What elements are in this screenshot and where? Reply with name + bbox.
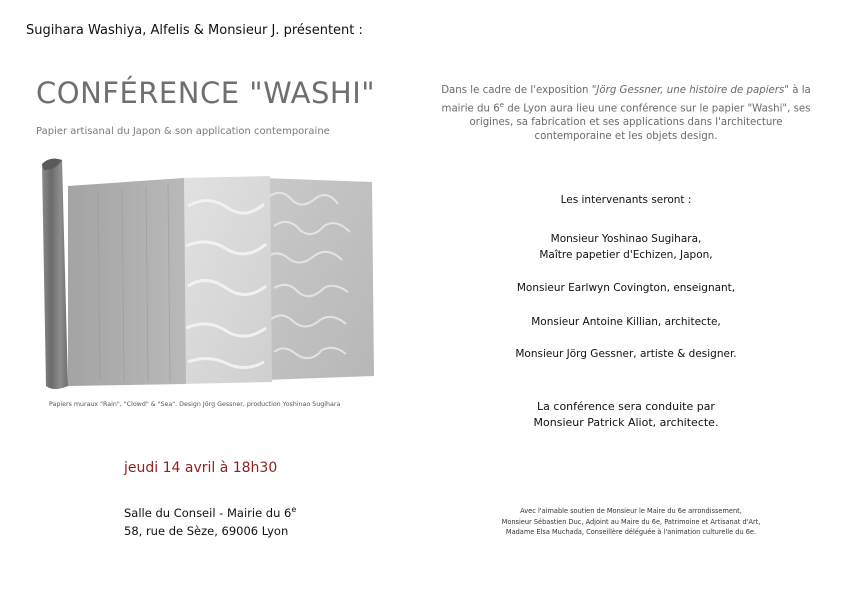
thanks-line-1: Avec l'aimable soutien de Monsieur le Maire du 6e arrondissement, bbox=[520, 507, 742, 515]
speaker-item bbox=[438, 314, 814, 330]
speaker-item bbox=[438, 280, 814, 296]
conductor-line-1: La conférence sera conduite par bbox=[537, 400, 715, 413]
intro-text-1: Dans le cadre de l'exposition " bbox=[441, 85, 597, 96]
page-title: CONFÉRENCE "WASHI" bbox=[36, 76, 376, 110]
page-subtitle: Papier artisanal du Japon & son application contemporaine bbox=[36, 126, 330, 137]
event-venue bbox=[124, 501, 296, 540]
intro-paragraph bbox=[438, 84, 814, 144]
speaker-item bbox=[438, 231, 814, 263]
speaker-name: Monsieur Earlwyn Covington, enseignant, bbox=[516, 282, 736, 294]
speaker-name: Monsieur Antoine Killian, architecte, bbox=[531, 316, 721, 328]
venue-line-1 bbox=[124, 501, 296, 522]
photo-caption: Papiers muraux "Rain", "Clowd" & "Sea". Design Jörg Gessner, production Yoshinao Sugihara bbox=[49, 401, 341, 408]
intro-text-2: " à la mairie du 6 bbox=[441, 85, 811, 115]
washi-paper-photo bbox=[38, 156, 374, 392]
conductor-line-2: Monsieur Patrick Aliot, architecte. bbox=[533, 416, 719, 429]
event-date: jeudi 14 avril à 18h30 bbox=[124, 460, 278, 476]
venue-name: Salle du Conseil - Mairie du 6 bbox=[124, 505, 292, 520]
intro-text-3: de Lyon aura lieu une conférence sur le papier "Washi", ses origines, sa fabrication et ses applications dans l'architecture contemporaine et les objets design. bbox=[469, 103, 811, 143]
acknowledgements bbox=[450, 506, 812, 538]
intro-sup: e bbox=[499, 101, 504, 109]
presenters-line: Sugihara Washiya, Alfelis & Monsieur J. présentent : bbox=[26, 23, 363, 38]
exhibition-name: Jörg Gessner, une histoire de papiers bbox=[596, 85, 785, 96]
speaker-role: Maître papetier d'Echizen, Japon, bbox=[539, 249, 713, 261]
speakers-heading: Les intervenants seront : bbox=[560, 194, 692, 206]
venue-sup: e bbox=[291, 505, 297, 514]
speaker-name: Monsieur Jörg Gessner, artiste & designer. bbox=[515, 348, 737, 360]
speaker-item bbox=[438, 346, 814, 362]
venue-line-2: 58, rue de Sèze, 69006 Lyon bbox=[124, 523, 289, 538]
conductor-block bbox=[438, 399, 814, 431]
thanks-line-2: Monsieur Sébastien Duc, Adjoint au Maire du 6e, Patrimoine et Artisanat d'Art, bbox=[501, 517, 761, 526]
speaker-name: Monsieur Yoshinao Sugihara, bbox=[550, 233, 702, 245]
thanks-line-3: Madame Elsa Muchada, Conseillère déléguée à l'animation culturelle du 6e. bbox=[505, 528, 757, 536]
